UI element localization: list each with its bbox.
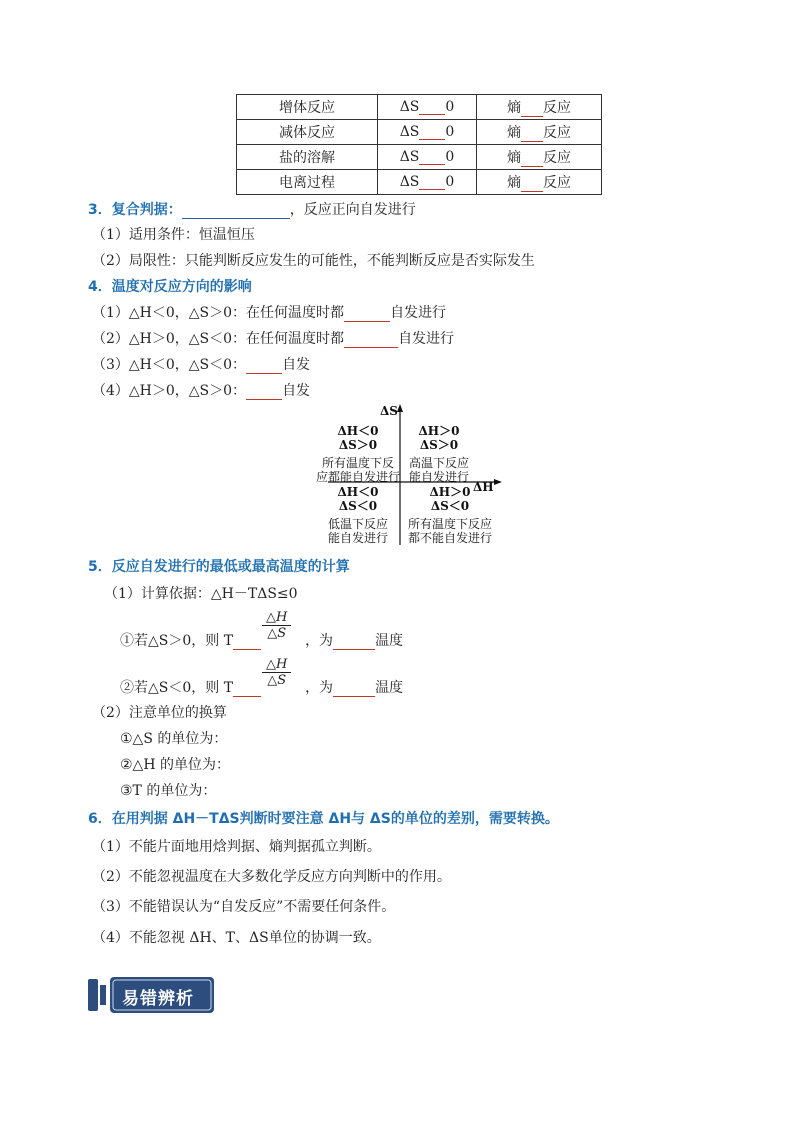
section-3-item-1: （1）适用条件：恒温恒压 xyxy=(92,227,255,243)
table-cell-entropy: 熵 反应 xyxy=(477,120,602,145)
section-5-units-title: （2）注意单位的换算 xyxy=(92,705,227,721)
table-cell-process: 电离过程 xyxy=(237,170,378,195)
table-row xyxy=(237,170,602,195)
section-3-line xyxy=(88,199,416,219)
fraction-dh-ds: $\frac{\triangle H}{\triangle S}$ xyxy=(262,610,291,641)
section-banner xyxy=(88,977,214,1013)
quadrant-2: ΔH＜0 ΔS＞0 所有温度下反 应都能自发进行 xyxy=(316,424,401,484)
table-row xyxy=(237,120,602,145)
table-cell-ds: ΔS 0 xyxy=(378,170,477,195)
section-5-basis: （1）计算依据：△H－TΔS≤0 xyxy=(104,586,298,602)
y-axis-label: ΔS xyxy=(380,404,398,418)
x-axis-label: ΔH xyxy=(473,480,494,494)
quadrant-3: ΔH＜0 ΔS＜0 低温下反应 能自发进行 xyxy=(327,485,388,545)
table-cell-ds: ΔS 0 xyxy=(378,120,477,145)
entropy-table xyxy=(236,94,602,195)
quadrant-1: ΔH＞0 ΔS＞0 高温下反应 能自发进行 xyxy=(408,424,469,484)
answer-blank xyxy=(182,204,290,219)
banner-label: 易错辨析 xyxy=(122,989,194,1009)
section-5-case-1: ①若△S＞0，则 T ，为 温度 xyxy=(120,633,404,649)
fraction-dh-ds: $\frac{\triangle H}{\triangle S}$ xyxy=(262,657,291,688)
table-cell-entropy: 熵 反应 xyxy=(477,95,602,120)
quadrant-4: ΔH＞0 ΔS＜0 所有温度下反应 都不能自发进行 xyxy=(407,485,492,545)
section-4-item-4: （4）△H＞0，△S＞0： 自发 xyxy=(92,383,311,399)
table-cell-process: 减体反应 xyxy=(237,120,378,145)
section-4-item-3: （3）△H＜0，△S＜0： 自发 xyxy=(92,357,311,373)
table-row xyxy=(237,145,602,170)
section-5-case-2: ②若△S＜0，则 T ，为 温度 xyxy=(120,680,404,696)
table-row xyxy=(237,95,602,120)
section-6-item-1: （1）不能片面地用焓判据、熵判据孤立判断。 xyxy=(92,839,381,855)
section-6-item-3: （3）不能错误认为“自发反应”不需要任何条件。 xyxy=(92,899,396,915)
table-cell-process: 盐的溶解 xyxy=(237,145,378,170)
section-6-item-4: （4）不能忽视 ΔH、T、ΔS单位的协调一致。 xyxy=(92,930,381,946)
section-4-item-2: （2）△H＞0，△S＜0：在任何温度时都 自发进行 xyxy=(92,331,455,347)
section-5-unit-3: ③T 的单位为： xyxy=(120,783,217,799)
section-6-heading: 6．在用判据 ΔH－TΔS判断时要注意 ΔH与 ΔS的单位的差别，需要转换。 xyxy=(88,811,559,827)
section-5-heading: 5．反应自发进行的最低或最高温度的计算 xyxy=(88,559,350,575)
table-cell-process: 增体反应 xyxy=(237,95,378,120)
table-cell-entropy: 熵 反应 xyxy=(477,170,602,195)
section-3-item-2: （2）局限性：只能判断反应发生的可能性，不能判断反应是否实际发生 xyxy=(92,253,535,269)
section-5-unit-2: ②△H 的单位为： xyxy=(120,757,230,773)
section-4-heading: 4．温度对反应方向的影响 xyxy=(88,279,252,295)
table-cell-entropy: 熵 反应 xyxy=(477,145,602,170)
table-cell-ds: ΔS 0 xyxy=(378,145,477,170)
table-cell-ds: ΔS 0 xyxy=(378,95,477,120)
section-4-item-1: （1）△H＜0，△S＞0：在任何温度时都 自发进行 xyxy=(92,305,447,321)
section-3-tail: ，反应正向自发进行 xyxy=(289,202,416,218)
section-6-item-2: （2）不能忽视温度在大多数化学反应方向判断中的作用。 xyxy=(92,869,451,885)
section-5-unit-1: ①△S 的单位为： xyxy=(120,731,228,747)
section-3-heading: 3．复合判据： xyxy=(88,202,182,218)
